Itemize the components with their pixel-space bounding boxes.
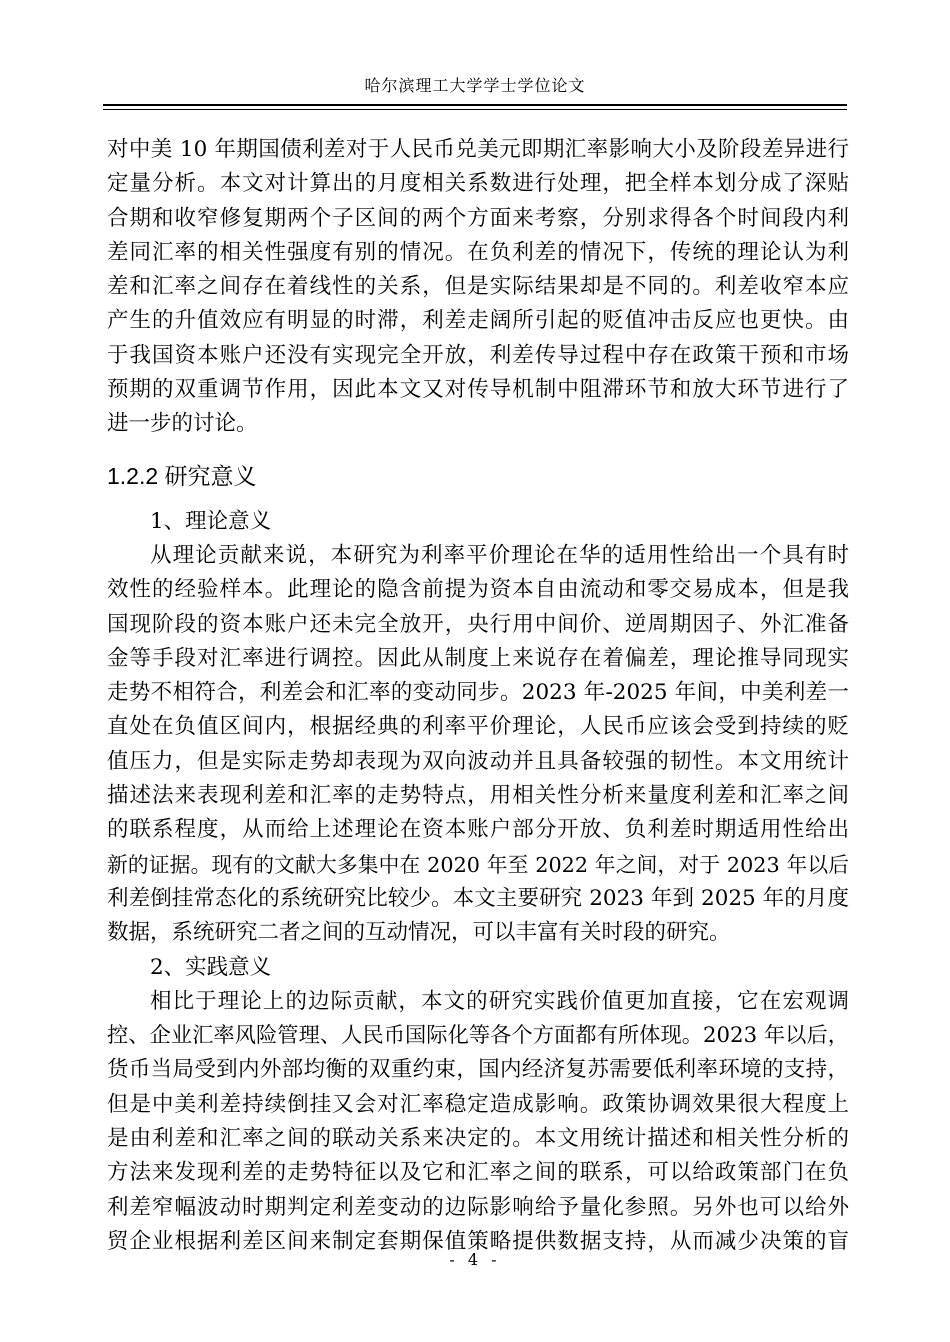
text-line: 数据，系统研究二者之间的互动情况，可以丰富有关时段的研究。	[107, 920, 731, 946]
text-line: 相比于理论上的边际贡献，本文的研究实践价值更加直接，它在宏观调	[150, 988, 849, 1014]
body-text	[107, 133, 849, 1259]
text-line: 进一步的讨论。	[107, 411, 258, 437]
text-line: 控、企业汇率风险管理、人民币国际化等各个方面都有所体现。2023 年以后，	[107, 1023, 849, 1049]
text-line: 新的证据。现有的文献大多集中在 2020 年至 2022 年之间，对于 2023 年以后	[107, 852, 849, 877]
text-line: 但是中美利差持续倒挂又会对汇率稳定造成影响。政策协调效果很大程度上	[107, 1091, 849, 1117]
intro-paragraph	[107, 133, 849, 442]
subsection-title-theory: 1、理论意义	[150, 508, 272, 534]
text-line: 差同汇率的相关性强度有别的情况。在负利差的情况下，传统的理论认为利	[107, 239, 849, 265]
header-rule-thick	[103, 104, 847, 106]
text-line: 利差倒挂常态化的系统研究比较少。本文主要研究 2023 年到 2025 年的月度	[107, 885, 849, 911]
text-line: 从理论贡献来说，本研究为利率平价理论在华的适用性给出一个具有时	[150, 542, 849, 568]
subsection-title-practice: 2、实践意义	[150, 954, 272, 980]
page-number: - 4 -	[449, 1250, 501, 1269]
text-line: 利差窄幅波动时期判定利差变动的边际影响给予量化参照。另外也可以给外	[107, 1194, 849, 1220]
text-line: 值压力，但是实际走势却表现为双向波动并且具备较强的韧性。本文用统计	[107, 748, 849, 774]
header-rule-thin	[103, 109, 847, 110]
section-heading: 1.2.2 研究意义	[107, 462, 257, 489]
practice-paragraph	[107, 985, 849, 1259]
text-line: 差和汇率之间存在着线性的关系，但是实际结果却是不同的。利差收窄本应	[107, 274, 849, 300]
text-line: 国现阶段的资本账户还未完全放开，央行用中间价、逆周期因子、外汇准备	[107, 611, 849, 637]
text-line: 贸企业根据利差区间来制定套期保值策略提供数据支持，从而减少决策的盲	[107, 1228, 849, 1254]
theory-paragraph	[107, 539, 849, 951]
text-line: 描述法来表现利差和汇率的走势特点，用相关性分析来量度利差和汇率之间	[107, 783, 849, 809]
text-line: 是由利差和汇率之间的联动关系来决定的。本文用统计描述和相关性分析的	[107, 1126, 849, 1152]
text-line: 预期的双重调节作用，因此本文又对传导机制中阻滞环节和放大环节进行了	[107, 377, 849, 403]
text-line: 方法来发现利差的走势特征以及它和汇率之间的联系，可以给政策部门在负	[107, 1160, 849, 1186]
text-line: 于我国资本账户还没有实现完全开放，利差传导过程中存在政策干预和市场	[107, 342, 849, 368]
text-line: 货币当局受到内外部均衡的双重约束，国内经济复苏需要低利率环境的支持，	[107, 1057, 849, 1083]
text-line: 效性的经验样本。此理论的隐含前提为资本自由流动和零交易成本，但是我	[107, 577, 849, 603]
text-line: 对中美 10 年期国债利差对于人民币兑美元即期汇率影响大小及阶段差异进行	[107, 137, 849, 162]
running-header: 哈尔滨理工大学学士学位论文	[364, 76, 586, 95]
text-line: 金等手段对汇率进行调控。因此从制度上来说存在着偏差，理论推导同现实	[107, 645, 849, 671]
text-line: 走势不相符合，利差会和汇率的变动同步。2023 年-2025 年间，中美利差一	[107, 680, 849, 706]
text-line: 直处在负值区间内，根据经典的利率平价理论，人民币应该会受到持续的贬	[107, 714, 849, 740]
text-line: 合期和收窄修复期两个子区间的两个方面来考察，分别求得各个时间段内利	[107, 205, 849, 231]
text-line: 产生的升值效应有明显的时滞，利差走阔所引起的贬值冲击反应也更快。由	[107, 308, 849, 334]
text-line: 的联系程度，从而给上述理论在资本账户部分开放、负利差时期适用性给出	[107, 817, 849, 843]
text-line: 定量分析。本文对计算出的月度相关系数进行处理，把全样本划分成了深贴	[107, 171, 849, 197]
